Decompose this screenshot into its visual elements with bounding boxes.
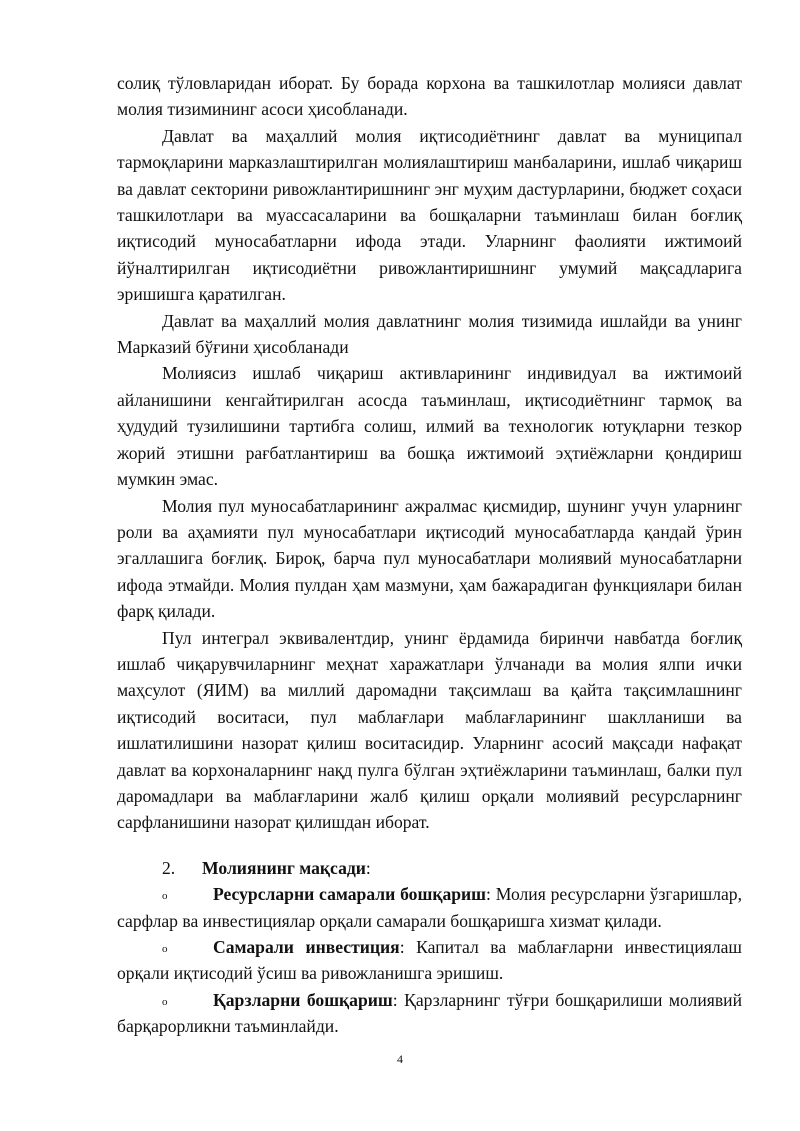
bullet-icon: o xyxy=(162,890,168,903)
body-text xyxy=(117,70,742,1040)
section-heading xyxy=(117,855,742,881)
list-item xyxy=(117,881,742,934)
list-item-term: Қарзларни бошқариш xyxy=(213,989,393,1010)
section-number: 2. xyxy=(162,857,176,878)
list-item xyxy=(117,934,742,987)
paragraph-continuation: солиқ тўловларидан иборат. Бу борада корхона ва ташкилотлар молияси давлат молия тизимининг асоси ҳисобланади. xyxy=(117,73,742,120)
bullet-icon: o xyxy=(162,943,168,955)
paragraph: Молиясиз ишлаб чиқариш активларининг индивидуал ва ижтимоий айланишини кенгайтирилган асосда таъминлаш, иқтисодиётнинг тармоқ ва ҳудудий тузилишини тартибга солиш, илмий ва технологик ютуқларни тезкор жорий этишни рағбатлантириш ва бошқа ижтимоий эҳтиёжларни қондириш мумкин эмас. xyxy=(117,363,742,490)
list-item xyxy=(117,987,742,1040)
bullet-icon: o xyxy=(162,995,168,1008)
list-item-term: Самарали инвестиция xyxy=(213,937,400,957)
page-number: 4 xyxy=(397,1052,403,1066)
paragraph: Давлат ва маҳаллий молия давлатнинг молия тизимида ишлайди ва унинг Марказий бўғини ҳисобланади xyxy=(117,310,742,358)
section-colon: : xyxy=(365,857,371,878)
list-item-term: Ресурсларни самарали бошқариш xyxy=(213,884,487,905)
section-title: Молиянинг мақсади xyxy=(202,857,366,878)
list-item-text: : Молия ресурсларни ўзгаришлар, сарфлар ва инвестициялар орқали самарали бошқаришга хизмат қилади. xyxy=(117,884,742,931)
list-item-text: : Қарзларнинг тўғри бошқарилиши молиявий барқарорликни таъминлайди. xyxy=(117,989,742,1037)
paragraph: Молия пул муносабатларининг ажралмас қисмидир, шунинг учун уларнинг роли ва аҳамияти пул муносабатлари иқтисодий муносабатларда қандай ўрин эгаллашига боғлиқ. Бироқ, барча пул муносабатлари молиявий муносабатларни ифода этмайди. Молия пулдан ҳам мазмуни, ҳам бажарадиган функциялари билан фарқ қилади. xyxy=(117,495,742,622)
list-item-text: : Капитал ва маблағларни инвестициялаш орқали иқтисодий ўсиш ва ривожланишга эришиш. xyxy=(117,937,742,984)
paragraph: Давлат ва маҳаллий молия иқтисодиётнинг давлат ва муниципал тармоқларини марказлаштирилган молиялаштириш манбаларини, ишлаб чиқариш ва давлат секторини ривожлантиришнинг энг муҳим дастурларини, бюджет соҳаси ташкилотлари ва муассасаларини ва бошқаларни таъминлаш билан боғлиқ иқтисодий муносабатларни ифода этади. Уларнинг фаолияти ижтимоий йўналтирилган иқтисодиётни ривожлантиришнинг умумий мақсадларига эришишга қаратилган. xyxy=(117,125,742,305)
paragraph: Пул интеграл эквивалентдир, унинг ёрдамида биринчи навбатда боғлиқ ишлаб чиқарувчиларнинг меҳнат харажатлари ўлчанади ва молия ялпи ички маҳсулот (ЯИМ) ва миллий даромадни тақсимлаш ва қайта тақсимлашнинг иқтисодий воситаси, пул маблағлари маблағларининг шаклланиши ва ишлатилишини назорат қилиш воситасидир. Уларнинг асосий мақсади нафақат давлат ва корхоналарнинг нақд пулга бўлган эҳтиёжларини таъминлаш, балки пул даромадлари ва маблағларини жалб қилиш орқали молиявий ресурсларнинг сарфланишини назорат қилишдан иборат. xyxy=(117,627,742,833)
